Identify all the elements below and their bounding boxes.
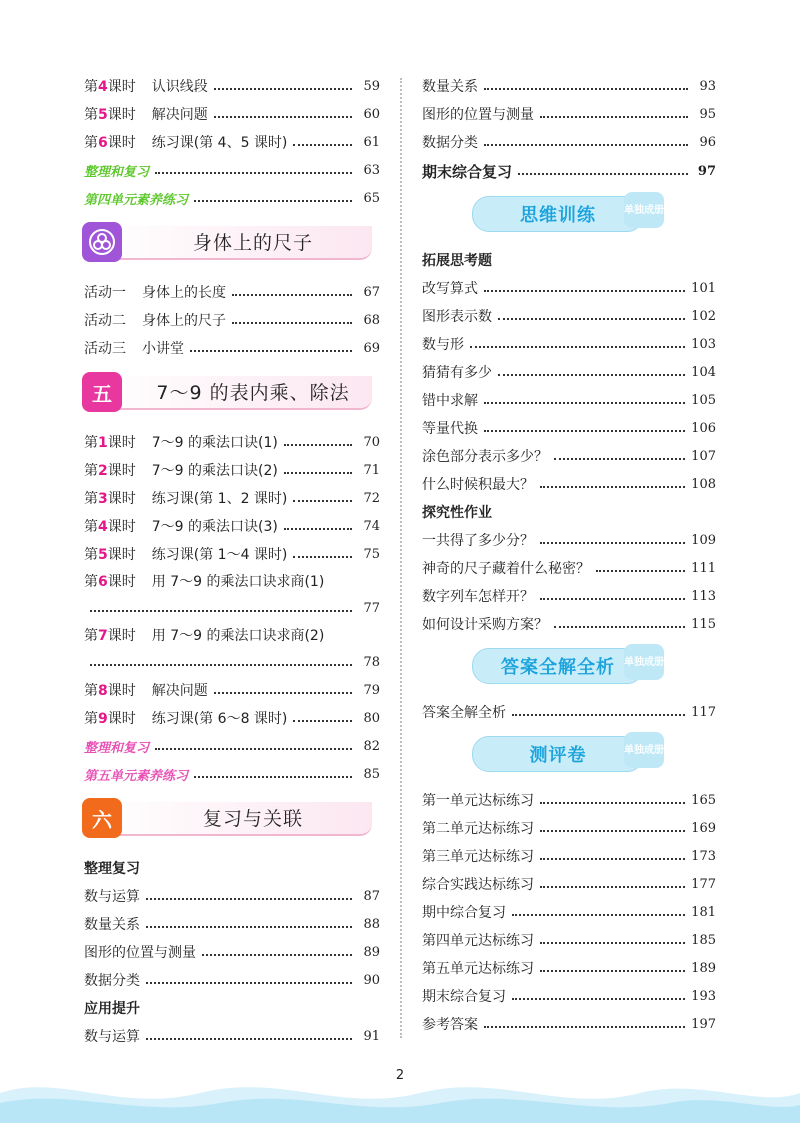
entry-title: 期末综合复习 bbox=[422, 989, 506, 1005]
entry-title: 一共得了多少分？ bbox=[422, 533, 534, 549]
toc-entry[interactable] bbox=[422, 526, 716, 554]
entry-title: 第一单元达标练习 bbox=[422, 793, 534, 809]
leader-dots bbox=[284, 528, 352, 530]
lesson-number: 第6课时 bbox=[84, 574, 136, 590]
column-divider bbox=[400, 78, 402, 1038]
leader-dots bbox=[470, 346, 685, 348]
activity-label: 活动三 bbox=[84, 341, 126, 357]
entry-title: 第五单元达标练习 bbox=[422, 961, 534, 977]
toc-entry[interactable] bbox=[422, 926, 716, 954]
lesson-number: 第4课时 bbox=[84, 519, 136, 535]
toc-entry[interactable] bbox=[84, 512, 380, 540]
entry-title: 期末综合复习 bbox=[422, 162, 513, 181]
separate-volume-tag: 单独成册 bbox=[624, 732, 664, 768]
leader-dots bbox=[214, 88, 352, 90]
entry-title: 改写算式 bbox=[422, 281, 478, 297]
page-number: 95 bbox=[699, 106, 716, 122]
extend-list bbox=[422, 274, 716, 498]
entry-title: 图形的位置与测量 bbox=[84, 945, 196, 961]
toc-entry[interactable] bbox=[422, 470, 716, 498]
toc-entry-review[interactable] bbox=[84, 156, 380, 184]
toc-entry[interactable] bbox=[84, 622, 380, 676]
explore-list bbox=[422, 526, 716, 638]
page-number: 77 bbox=[363, 600, 380, 616]
unit-badge: 五 bbox=[82, 372, 122, 412]
page-number: 197 bbox=[691, 1016, 716, 1032]
leader-dots bbox=[293, 144, 352, 146]
toc-entry[interactable] bbox=[422, 814, 716, 842]
toc-entry[interactable] bbox=[422, 954, 716, 982]
toc-entry[interactable] bbox=[422, 414, 716, 442]
lesson-number: 第6课时 bbox=[84, 135, 136, 151]
leader-dots bbox=[512, 914, 685, 916]
leader-dots bbox=[540, 542, 685, 544]
unit-badge: 六 bbox=[82, 798, 122, 838]
leader-dots bbox=[90, 610, 352, 612]
leader-dots bbox=[498, 374, 685, 376]
review-title: 整理和复习 bbox=[84, 164, 150, 180]
toc-entry[interactable] bbox=[84, 278, 380, 306]
activity-label: 活动二 bbox=[84, 313, 126, 329]
section-label: 应用提升 bbox=[84, 1001, 140, 1017]
toc-entry[interactable] bbox=[84, 128, 380, 156]
leader-dots bbox=[540, 970, 685, 972]
toc-entry[interactable] bbox=[84, 540, 380, 568]
answers-header bbox=[422, 644, 716, 688]
page-number: 68 bbox=[363, 312, 380, 328]
entry-title: 第三单元达标练习 bbox=[422, 849, 534, 865]
leader-dots bbox=[146, 926, 352, 928]
leader-dots bbox=[90, 664, 352, 666]
page-number: 67 bbox=[363, 284, 380, 300]
leader-dots bbox=[512, 714, 685, 716]
toc-entry[interactable] bbox=[422, 1010, 716, 1038]
page-number: 107 bbox=[691, 448, 716, 464]
leader-dots bbox=[146, 898, 352, 900]
toc-entry[interactable] bbox=[422, 870, 716, 898]
leader-dots bbox=[554, 626, 685, 628]
page-number: 80 bbox=[363, 710, 380, 726]
toc-entry-practice[interactable] bbox=[84, 184, 380, 212]
toc-entry[interactable] bbox=[422, 100, 716, 128]
entry-title: 数与运算 bbox=[84, 1029, 140, 1045]
lesson-number: 第4课时 bbox=[84, 79, 136, 95]
page-number: 189 bbox=[691, 960, 716, 976]
section-pill: 答案全解全析 bbox=[472, 648, 644, 684]
leader-dots bbox=[146, 1038, 352, 1040]
leader-dots bbox=[190, 350, 352, 352]
practice-title: 第四单元素养练习 bbox=[84, 192, 189, 208]
entry-title: 神奇的尺子藏着什么秘密？ bbox=[422, 561, 590, 577]
page-number: 85 bbox=[363, 766, 380, 782]
toc-entry[interactable] bbox=[422, 442, 716, 470]
toc-entry[interactable] bbox=[422, 698, 716, 726]
activity-title: 身体上的尺子 bbox=[142, 313, 226, 329]
page-number: 185 bbox=[691, 932, 716, 948]
toc-entry[interactable] bbox=[422, 786, 716, 814]
page-number: 97 bbox=[697, 163, 716, 179]
page-number: 109 bbox=[691, 532, 716, 548]
toc-entry[interactable] bbox=[422, 554, 716, 582]
page-number: 72 bbox=[363, 490, 380, 506]
page-number: 87 bbox=[363, 888, 380, 904]
page-number: 71 bbox=[363, 462, 380, 478]
entry-title: 综合实践达标练习 bbox=[422, 877, 534, 893]
page-number: 88 bbox=[363, 916, 380, 932]
lesson-title: 7～9 的乘法口诀(3) bbox=[151, 519, 278, 535]
page-number: 96 bbox=[699, 134, 716, 150]
toc-entry[interactable] bbox=[84, 1022, 380, 1050]
leader-dots bbox=[596, 570, 685, 572]
toc-entry[interactable] bbox=[84, 938, 380, 966]
leader-dots bbox=[540, 886, 685, 888]
page-number: 93 bbox=[699, 78, 716, 94]
lesson-title: 解决问题 bbox=[151, 683, 208, 699]
page-number: 165 bbox=[691, 792, 716, 808]
activity-title: 身体上的长度 bbox=[142, 285, 226, 301]
toc-entry[interactable] bbox=[84, 72, 380, 100]
leader-dots bbox=[540, 942, 685, 944]
section-pill: 测评卷 bbox=[472, 736, 644, 772]
lesson-number: 第5课时 bbox=[84, 547, 136, 563]
entry-title: 数量关系 bbox=[422, 79, 478, 95]
page-number: 181 bbox=[691, 904, 716, 920]
toc-entry[interactable] bbox=[422, 982, 716, 1010]
toc-entry[interactable] bbox=[422, 842, 716, 870]
page-number: 117 bbox=[691, 704, 716, 720]
toc-entry[interactable] bbox=[84, 910, 380, 938]
unit4-lessons bbox=[84, 72, 380, 212]
unit5-lessons bbox=[84, 428, 380, 788]
entry-title: 什么时候积最大？ bbox=[422, 477, 534, 493]
entry-title: 图形的位置与测量 bbox=[422, 107, 534, 123]
page-number: 102 bbox=[691, 308, 716, 324]
review-list bbox=[84, 882, 380, 994]
activities-list bbox=[84, 278, 380, 362]
leader-dots bbox=[540, 802, 685, 804]
lesson-title: 练习课(第 4、5 课时) bbox=[151, 135, 288, 151]
lesson-title: 7～9 的乘法口诀(1) bbox=[151, 435, 278, 451]
unit-title: 复习与关联 bbox=[202, 808, 303, 830]
page-number: 89 bbox=[363, 944, 380, 960]
entry-title: 期中综合复习 bbox=[422, 905, 506, 921]
toc-entry[interactable] bbox=[84, 966, 380, 994]
leader-dots bbox=[540, 858, 685, 860]
leader-dots bbox=[214, 116, 352, 118]
toc-entry-final-review[interactable] bbox=[422, 156, 716, 186]
leader-dots bbox=[484, 144, 688, 146]
page-number: 105 bbox=[691, 392, 716, 408]
leader-dots bbox=[284, 444, 352, 446]
leader-dots bbox=[484, 290, 685, 292]
page-number: 60 bbox=[363, 106, 380, 122]
toc-entry[interactable] bbox=[84, 306, 380, 334]
toc-entry[interactable] bbox=[84, 334, 380, 362]
leader-dots bbox=[293, 556, 352, 558]
apply-list-continued bbox=[422, 72, 716, 186]
page-number: 91 bbox=[363, 1028, 380, 1044]
entry-title: 数据分类 bbox=[84, 973, 140, 989]
activity-label: 活动一 bbox=[84, 285, 126, 301]
entry-title: 第四单元达标练习 bbox=[422, 933, 534, 949]
left-column bbox=[84, 72, 380, 1050]
entry-title: 数量关系 bbox=[84, 917, 140, 933]
leader-dots bbox=[540, 830, 685, 832]
lesson-number: 第8课时 bbox=[84, 683, 136, 699]
leader-dots bbox=[146, 982, 352, 984]
toc-entry[interactable] bbox=[84, 568, 380, 622]
leader-dots bbox=[484, 1026, 685, 1028]
lesson-number: 第5课时 bbox=[84, 107, 136, 123]
practice-title: 第五单元素养练习 bbox=[84, 768, 189, 784]
toc-entry[interactable] bbox=[422, 72, 716, 100]
toc-entry[interactable] bbox=[422, 128, 716, 156]
toc-entry[interactable] bbox=[84, 676, 380, 704]
leader-dots bbox=[540, 486, 685, 488]
leader-dots bbox=[293, 720, 352, 722]
page-number: 193 bbox=[691, 988, 716, 1004]
separate-volume-tag: 单独成册 bbox=[624, 192, 664, 228]
review-title: 整理和复习 bbox=[84, 740, 150, 756]
leader-dots bbox=[194, 200, 352, 202]
leader-dots bbox=[484, 88, 688, 90]
page-number: 103 bbox=[691, 336, 716, 352]
lesson-title: 练习课(第 1～4 课时) bbox=[151, 547, 288, 563]
toc-entry[interactable] bbox=[422, 358, 716, 386]
toc-entry-practice[interactable] bbox=[84, 760, 380, 788]
page-number: 177 bbox=[691, 876, 716, 892]
lesson-title: 用 7～9 的乘法口诀求商(1) bbox=[151, 574, 325, 590]
lesson-number: 第3课时 bbox=[84, 491, 136, 507]
page-number: 106 bbox=[691, 420, 716, 436]
toc-entry[interactable] bbox=[84, 428, 380, 456]
lesson-number: 第1课时 bbox=[84, 435, 136, 451]
apply-list bbox=[84, 1022, 380, 1050]
tests-list bbox=[422, 786, 716, 1038]
entry-title: 涂色部分表示多少？ bbox=[422, 449, 548, 465]
flower-icon bbox=[82, 222, 122, 262]
thinking-header bbox=[422, 192, 716, 236]
entry-title: 错中求解 bbox=[422, 393, 478, 409]
page-number: 90 bbox=[363, 972, 380, 988]
separate-volume-tag: 单独成册 bbox=[624, 644, 664, 680]
leader-dots bbox=[484, 402, 685, 404]
page-number: 78 bbox=[363, 654, 380, 670]
page-number: 65 bbox=[363, 190, 380, 206]
lesson-number: 第2课时 bbox=[84, 463, 136, 479]
leader-dots bbox=[194, 776, 352, 778]
tests-header bbox=[422, 732, 716, 776]
lesson-title: 解决问题 bbox=[151, 107, 208, 123]
answers-list bbox=[422, 698, 716, 726]
lesson-title: 认识线段 bbox=[151, 79, 208, 95]
page-number: 108 bbox=[691, 476, 716, 492]
entry-title: 图形表示数 bbox=[422, 309, 492, 325]
toc-entry[interactable] bbox=[422, 386, 716, 414]
page-number: 173 bbox=[691, 848, 716, 864]
page-number: 59 bbox=[363, 78, 380, 94]
toc-entry[interactable] bbox=[84, 882, 380, 910]
page-number: 70 bbox=[363, 434, 380, 450]
toc-entry[interactable] bbox=[84, 704, 380, 732]
entry-title: 猜猜有多少 bbox=[422, 365, 492, 381]
leader-dots bbox=[484, 430, 685, 432]
page-number: 69 bbox=[363, 340, 380, 356]
toc-entry[interactable] bbox=[422, 582, 716, 610]
page-number: 104 bbox=[691, 364, 716, 380]
section-label: 探究性作业 bbox=[422, 505, 492, 521]
leader-dots bbox=[284, 472, 352, 474]
right-column bbox=[422, 72, 716, 1038]
page-number: 169 bbox=[691, 820, 716, 836]
page-number: 101 bbox=[691, 280, 716, 296]
unit6-header bbox=[82, 796, 372, 840]
activity-title: 小讲堂 bbox=[142, 341, 184, 357]
page-number: 115 bbox=[691, 616, 716, 632]
entry-title: 等量代换 bbox=[422, 421, 478, 437]
unit5-header bbox=[82, 370, 372, 414]
entry-title: 参考答案 bbox=[422, 1017, 478, 1033]
page-number: 111 bbox=[691, 560, 716, 576]
toc-entry[interactable] bbox=[422, 302, 716, 330]
lesson-number: 第7课时 bbox=[84, 628, 136, 644]
page-number: 63 bbox=[363, 162, 380, 178]
toc-entry[interactable] bbox=[422, 330, 716, 358]
section-label: 拓展思考题 bbox=[422, 253, 492, 269]
lesson-title: 练习课(第 6～8 课时) bbox=[151, 711, 288, 727]
entry-title: 数据分类 bbox=[422, 135, 478, 151]
entry-title: 第二单元达标练习 bbox=[422, 821, 534, 837]
lesson-title: 7～9 的乘法口诀(2) bbox=[151, 463, 278, 479]
leader-dots bbox=[540, 598, 685, 600]
leader-dots bbox=[155, 748, 352, 750]
leader-dots bbox=[498, 318, 685, 320]
entry-title: 答案全解全析 bbox=[422, 705, 506, 721]
lesson-title: 用 7～9 的乘法口诀求商(2) bbox=[151, 628, 325, 644]
entry-title: 数与形 bbox=[422, 337, 464, 353]
lesson-number: 第9课时 bbox=[84, 711, 136, 727]
toc-entry[interactable] bbox=[84, 484, 380, 512]
toc-entry[interactable] bbox=[84, 100, 380, 128]
unit-title: 7～9 的表内乘、除法 bbox=[156, 382, 350, 404]
toc-entry[interactable] bbox=[422, 610, 716, 638]
toc-entry[interactable] bbox=[422, 898, 716, 926]
leader-dots bbox=[232, 322, 352, 324]
toc-entry[interactable] bbox=[422, 274, 716, 302]
leader-dots bbox=[540, 116, 688, 118]
leader-dots bbox=[554, 458, 685, 460]
leader-dots bbox=[202, 954, 352, 956]
toc-entry[interactable] bbox=[84, 456, 380, 484]
section-pill: 思维训练 bbox=[472, 196, 644, 232]
leader-dots bbox=[232, 294, 352, 296]
entry-title: 数字列车怎样开？ bbox=[422, 589, 534, 605]
section-label: 整理复习 bbox=[84, 861, 140, 877]
page-number: 79 bbox=[363, 682, 380, 698]
leader-dots bbox=[512, 998, 685, 1000]
toc-entry-review[interactable] bbox=[84, 732, 380, 760]
page-number: 61 bbox=[363, 134, 380, 150]
activity-header bbox=[82, 220, 372, 264]
leader-dots bbox=[155, 172, 352, 174]
activity-title: 身体上的尺子 bbox=[192, 232, 313, 254]
leader-dots bbox=[293, 500, 352, 502]
page-number: 113 bbox=[691, 588, 716, 604]
entry-title: 数与运算 bbox=[84, 889, 140, 905]
page-number: 82 bbox=[363, 738, 380, 754]
page-number: 74 bbox=[363, 518, 380, 534]
entry-title: 如何设计采购方案？ bbox=[422, 617, 548, 633]
leader-dots bbox=[518, 173, 688, 175]
leader-dots bbox=[214, 692, 352, 694]
page-footer-number: 2 bbox=[395, 1068, 405, 1083]
page-number: 75 bbox=[363, 546, 380, 562]
lesson-title: 练习课(第 1、2 课时) bbox=[151, 491, 288, 507]
